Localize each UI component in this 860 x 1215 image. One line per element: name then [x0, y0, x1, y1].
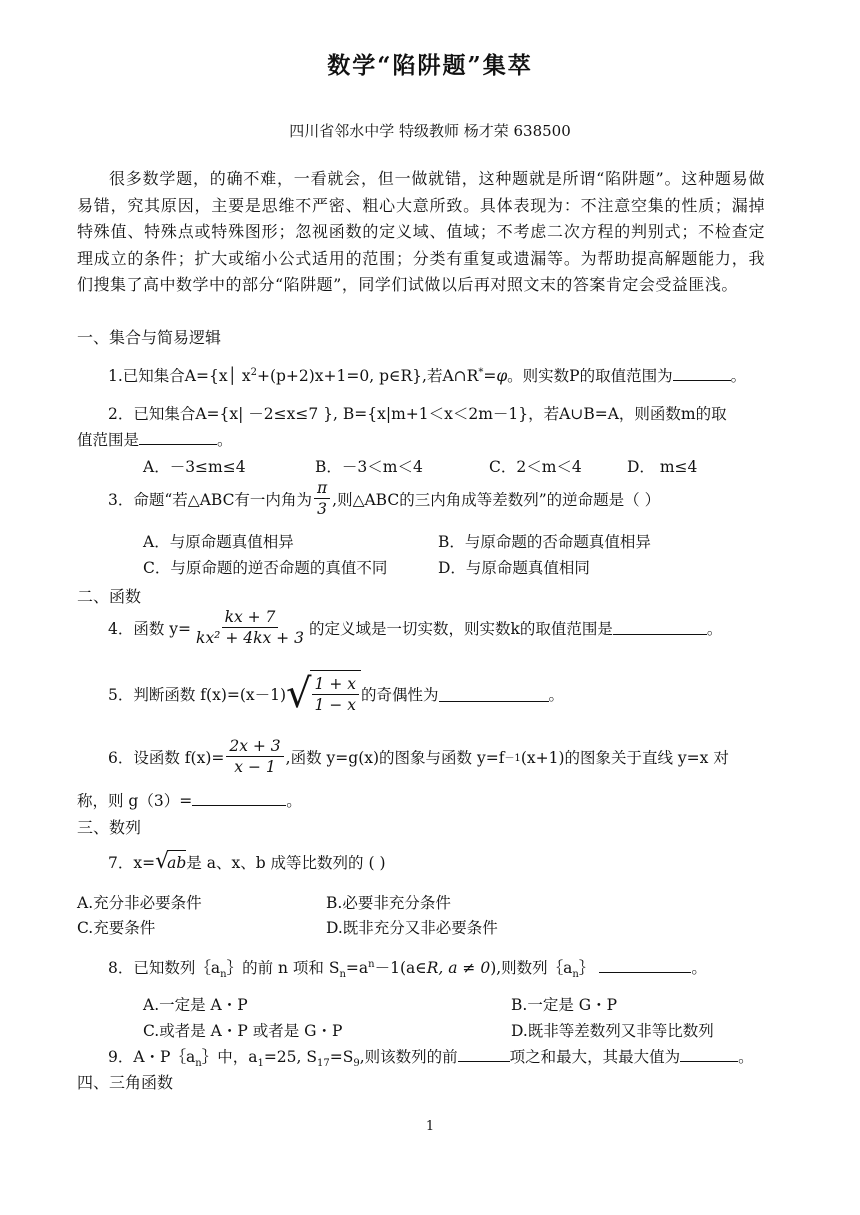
option-8d: D.既非等差数列又非等比数列	[511, 1022, 714, 1040]
answer-blank[interactable]	[439, 687, 549, 702]
question-6: 6．设函数 f(x)= $\frac{2x + 3}{x - 1}$ ,函数 y=g(x)的图象与函数 y=f －1 (x+1)的图象关于直线 y=x 对	[108, 737, 729, 776]
answer-blank[interactable]	[458, 1047, 510, 1062]
option-3d: D．与原命题真值相同	[438, 559, 590, 577]
answer-blank[interactable]	[680, 1047, 738, 1062]
option-2c: C．2＜m＜4	[489, 458, 582, 476]
intro-paragraph: 很多数学题，的确不难，一看就会，但一做就错，这种题就是所谓“陷阱题”。这种题易做易错，究其原因，主要是思维不严密、粗心大意所致。具体表现为：不注意空集的性质；漏掉特殊值、特殊点或特殊图形；忽视函数的定义域、值域；不考虑二次方程的判别式；不检查定理成立的条件；扩大或缩小公式适用的范围；分类有重复或遗漏等。为帮助提高解题能力，我们搜集了高中数学中的部分“陷阱题”，同学们试做以后再对照文末的答案肯定会受益匪浅。	[77, 169, 765, 294]
option-7c: C.充要条件	[77, 919, 156, 937]
answer-blank[interactable]	[192, 791, 286, 806]
question-4: 4．函数 y= $\frac{kx + 7}{\text{kx² + 4kx + 3}}$ 的定义域是一切实数，则实数k的取值范围是 。	[108, 608, 723, 647]
question-7: 7．x= √ ab 是 a、x、b 成等比数列的 ( )	[108, 849, 386, 874]
sqrt-ab: √ ab	[155, 849, 187, 874]
question-1: 1.已知集合A={x│ $x^2+(p+2)x+1=0$, p∈R},若A∩R*=φ。则实数P的取值范围为 。	[108, 366, 747, 385]
option-3a: A．与原命题真值相异	[143, 533, 294, 551]
option-3b: B．与原命题的否命题真值相异	[438, 533, 651, 551]
option-8c: C.或者是 A・P 或者是 G・P	[143, 1022, 343, 1040]
answer-blank[interactable]	[599, 958, 691, 973]
page-title: 数学“陷阱题”集萃	[327, 52, 533, 79]
option-7b: B.必要非充分条件	[326, 894, 451, 912]
option-2b: B．－3＜m＜4	[315, 458, 423, 476]
option-8b: B.一定是 G・P	[511, 996, 618, 1014]
sqrt-q5: √ $\frac{1 + x}{1 - x}$	[286, 670, 361, 718]
question-9: 9．A・$P\{a_n\}$中，$a_1=25$, $S_{17}=S_9$,则该数列的前 项之和最大，其最大值为 。	[108, 1048, 754, 1070]
section-heading-sequences: 三、数列	[77, 818, 142, 837]
question-6-cont: 称，则 g（3）= 。	[77, 792, 302, 810]
question-8: 8．已知数列$\{a_n\}$的前 n 项和 $S_n=a^n-1(a\in R$, a ≠ 0),则数列$\{a_n\}$ 。	[108, 958, 707, 981]
answer-blank[interactable]	[139, 430, 217, 445]
page-number: 1	[425, 1119, 435, 1134]
fraction-q6: $\frac{2x + 3}{x - 1}$	[226, 736, 283, 777]
option-2d: D． m≤4	[627, 458, 698, 476]
section-heading-sets: 一、集合与简易逻辑	[77, 328, 222, 347]
option-3c: C．与原命题的逆否命题的真值不同	[143, 559, 388, 577]
option-7d: D.既非充分又非必要条件	[326, 919, 498, 937]
section-heading-trig: 四、三角函数	[77, 1073, 174, 1092]
option-8a: A.一定是 A・P	[143, 996, 248, 1014]
question-2-cont: 值范围是 。	[77, 431, 233, 449]
option-2a: A．－3≤m≤4	[143, 458, 246, 476]
section-heading-functions: 二、函数	[77, 587, 142, 606]
option-7a: A.充分非必要条件	[77, 894, 202, 912]
question-3: 3．命题“若△ABC有一内角为 $\frac{\pi}{3}$ ,则△ABC的三内角成等差数列”的逆命题是（ ）	[108, 479, 661, 518]
question-2: 2．已知集合A={x| －2≤x≤7 }, B={x|m+1＜x＜2m－1}，若A∪B=A，则函数m的取	[108, 405, 727, 423]
fraction-pi-over-3: $\frac{\pi}{3}$	[314, 478, 330, 519]
question-5: 5．判断函数 f(x)=(x－1) √ $\frac{1 + x}{1 - x}$ 的奇偶性为 。	[108, 671, 565, 717]
author-line: 四川省邻水中学 特级教师 杨才荣 638500	[289, 122, 571, 140]
answer-blank[interactable]	[613, 620, 707, 635]
answer-blank[interactable]	[673, 366, 731, 381]
fraction-q4: $\frac{kx + 7}{\text{kx² + 4kx + 3}}$	[196, 608, 304, 647]
